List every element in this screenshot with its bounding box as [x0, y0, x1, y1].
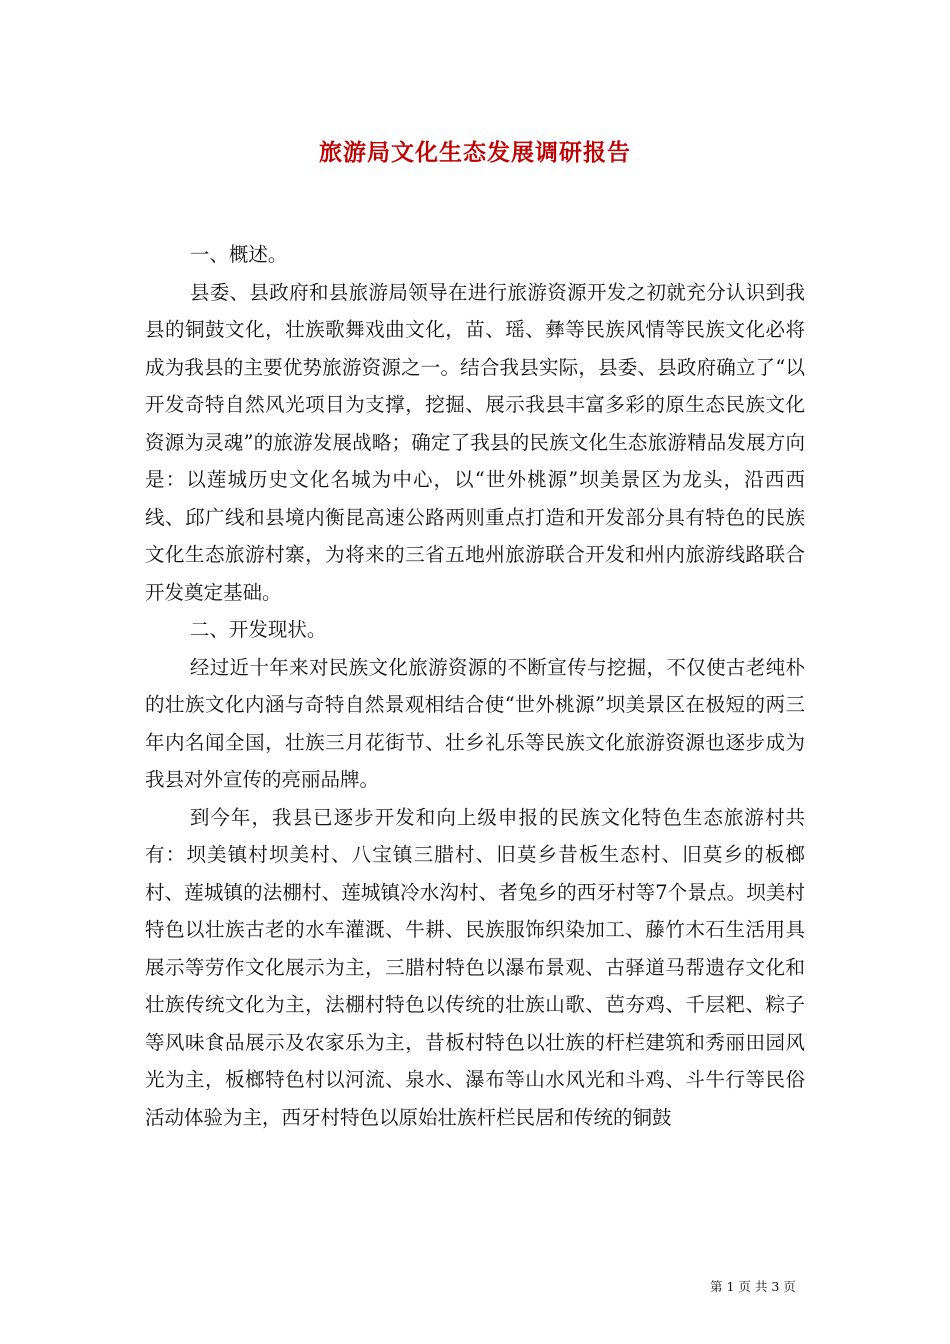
section-heading-status: 二、开发现状。	[189, 618, 327, 641]
document-body	[145, 236, 805, 1136]
page-footer: 第 1 页 共 3 页	[710, 1279, 796, 1294]
paragraph-status-1: 经过近十年来对民族文化旅游资源的不断宣传与挖掘，不仅使古老纯朴的壮族文化内涵与奇特自然景观相结合使“世外桃源”坝美景区在极短的两三年内名闻全国，壮族三月花街节、壮乡礼乐等民族文化旅游资源也逐步成为我县对外宣传的亮丽品牌。	[145, 655, 805, 791]
paragraph-status-2: 到今年，我县已逐步开发和向上级申报的民族文化特色生态旅游村共有：坝美镇村坝美村、八宝镇三腊村、旧莫乡昔板生态村、旧莫乡的板榔村、莲城镇的法棚村、莲城镇冷水沟村、者兔乡的西牙村等7个景点。坝美村特色以壮族古老的水车灌溉、牛耕、民族服饰织染加工、藤竹木石生活用具展示等劳作文化展示为主，三腊村特色以瀑布景观、古驿道马帮遗存文化和壮族传统文化为主，法棚村特色以传统的壮族山歌、芭夯鸡、千层粑、粽子等风味食品展示及农家乐为主，昔板村特色以壮族的杆栏建筑和秀丽田园风光为主，板榔特色村以河流、泉水、瀑布等山水风光和斗鸡、斗牛行等民俗活动体验为主，西牙村特色以原始壮族杆栏民居和传统的铜鼓	[145, 805, 805, 1129]
document-title: 旅游局文化生态发展调研报告	[319, 139, 631, 166]
paragraph-overview: 县委、县政府和县旅游局领导在进行旅游资源开发之初就充分认识到我县的铜鼓文化，壮族歌舞戏曲文化，苗、瑶、彝等民族风情等民族文化必将成为我县的主要优势旅游资源之一。结合我县实际，县委、县政府确立了“以开发奇特自然风光项目为支撑，挖掘、展示我县丰富多彩的原生态民族文化资源为灵魂”的旅游发展战略；确定了我县的民族文化生态旅游精品发展方向是：以莲城历史文化名城为中心，以“世外桃源”坝美景区为龙头，沿西西线、邱广线和县境内衡昆高速公路两则重点打造和开发部分具有特色的民族文化生态旅游村寨，为将来的三省五地州旅游联合开发和州内旅游线路联合开发奠定基础。	[145, 280, 805, 604]
section-heading-overview: 一、概述。	[189, 243, 288, 266]
